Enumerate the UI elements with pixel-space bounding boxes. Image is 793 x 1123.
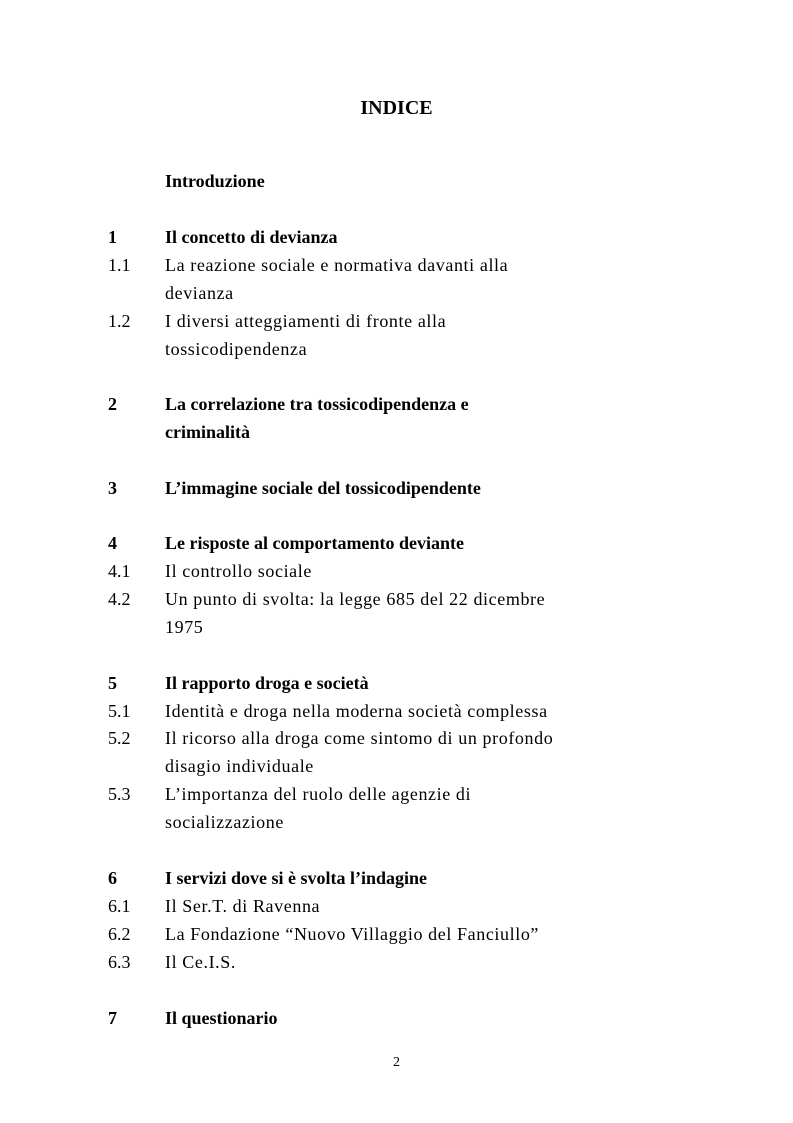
- toc-chapter-number: 1: [108, 227, 117, 247]
- toc-section-number: 1.1: [108, 255, 131, 275]
- toc-section-number: 4.2: [108, 589, 131, 609]
- toc-section-number: 1.2: [108, 311, 131, 331]
- toc-chapter-title: Le risposte al comportamento deviante: [165, 533, 464, 553]
- toc-chapter-title: Il concetto di devianza: [165, 227, 338, 247]
- toc-chapter-title: L’immagine sociale del tossicodipendente: [165, 478, 481, 498]
- toc-chapter-number: 2: [108, 394, 117, 414]
- toc-section-title-cont: tossicodipendenza: [165, 339, 308, 359]
- toc-chapter-number: 5: [108, 673, 117, 693]
- toc-section-title: Il ricorso alla droga come sintomo di un profondo: [165, 728, 554, 748]
- toc-section-title: La reazione sociale e normativa davanti alla: [165, 255, 509, 275]
- toc-section-number: 6.2: [108, 924, 131, 944]
- toc-section-title-cont: devianza: [165, 283, 234, 303]
- toc-entry-introduzione: Introduzione: [165, 171, 265, 191]
- toc-chapter-number: 6: [108, 868, 117, 888]
- toc-chapter-number: 4: [108, 533, 117, 553]
- toc-chapter-number: 7: [108, 1008, 117, 1028]
- toc-section-title: Il Ser.T. di Ravenna: [165, 896, 321, 916]
- page-number: 2: [393, 1055, 400, 1070]
- toc-section-number: 6.3: [108, 952, 131, 972]
- toc-section-title: Il controllo sociale: [165, 561, 312, 581]
- toc-chapter-title: La correlazione tra tossicodipendenza e: [165, 394, 469, 414]
- toc-section-title: Identità e droga nella moderna società complessa: [165, 701, 548, 721]
- toc-chapter-title-cont: criminalità: [165, 422, 250, 442]
- toc-section-title-cont: 1975: [165, 617, 204, 637]
- toc-section-title: Il Ce.I.S.: [165, 952, 236, 972]
- toc-section-number: 5.2: [108, 728, 131, 748]
- toc-chapter-title: I servizi dove si è svolta l’indagine: [165, 868, 427, 888]
- toc-section-title-cont: socializzazione: [165, 812, 284, 832]
- toc-section-number: 5.3: [108, 784, 131, 804]
- toc-chapter-title: Il questionario: [165, 1008, 278, 1028]
- toc-section-title-cont: disagio individuale: [165, 756, 314, 776]
- toc-section-title: L’importanza del ruolo delle agenzie di: [165, 784, 472, 804]
- toc-section-title: La Fondazione “Nuovo Villaggio del Fanciullo”: [165, 924, 540, 944]
- toc-section-title: Un punto di svolta: la legge 685 del 22 dicembre: [165, 589, 546, 609]
- toc-section-number: 5.1: [108, 701, 131, 721]
- toc-chapter-number: 3: [108, 478, 117, 498]
- toc-section-number: 6.1: [108, 896, 131, 916]
- toc-chapter-title: Il rapporto droga e società: [165, 673, 369, 693]
- toc-section-number: 4.1: [108, 561, 131, 581]
- toc-section-title: I diversi atteggiamenti di fronte alla: [165, 311, 447, 331]
- page-title: INDICE: [360, 97, 433, 119]
